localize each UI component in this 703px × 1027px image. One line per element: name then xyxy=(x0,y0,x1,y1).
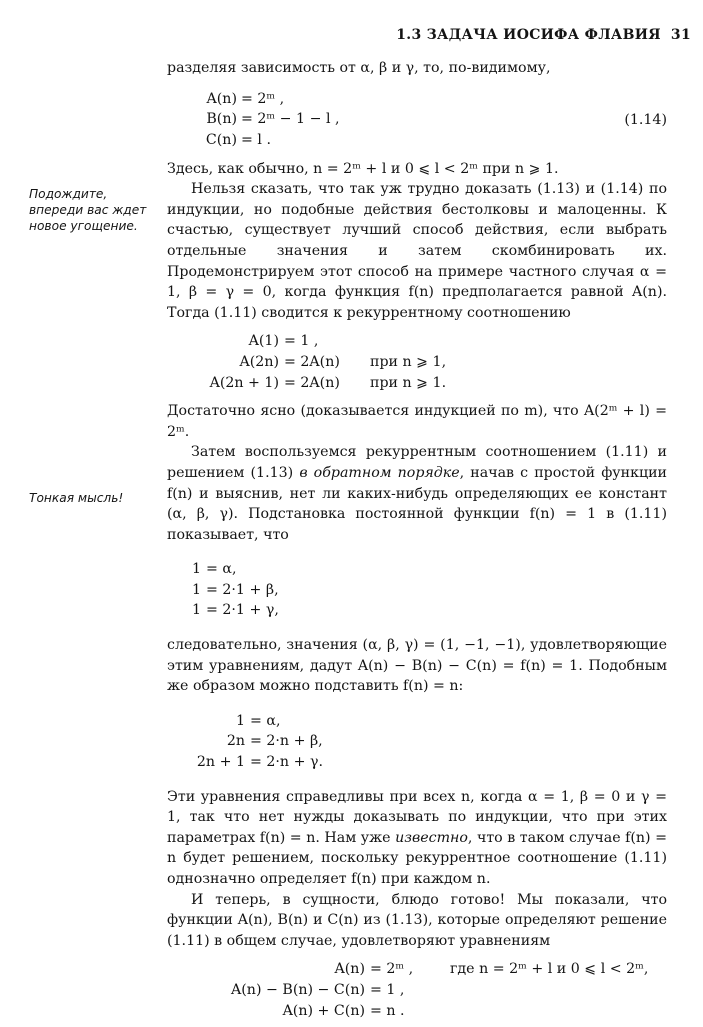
equation-row: 1 = 2·1 + β, xyxy=(191,581,279,598)
paragraph-intro: разделяя зависимость от α, β и γ, то, по-видимому, xyxy=(167,60,551,76)
equation-constants-n xyxy=(185,711,667,773)
equation-row: A(n) − B(n) − C(n) = 1 , xyxy=(231,981,405,998)
equation-row: 1 = α, xyxy=(235,712,281,729)
paragraph-induction: Достаточно ясно (доказывается индукцией по m), что A(2ᵐ + l) = 2ᵐ. xyxy=(167,403,667,440)
equation-recurrence-A xyxy=(187,331,667,393)
equation-constants-1 xyxy=(187,559,667,621)
running-header xyxy=(396,27,691,43)
equation-row: A(2n) = 2A(n) при n ⩾ 1, xyxy=(239,353,447,370)
equation-final-system xyxy=(187,959,667,1021)
equation-row: C(n) = l . xyxy=(205,131,271,148)
main-text xyxy=(167,58,667,1027)
equation-row: 2n = 2·n + β, xyxy=(226,733,323,750)
page-number: 31 xyxy=(670,27,691,43)
margin-note-1: Подождите, впереди вас ждет новое угощение. xyxy=(29,187,147,233)
paragraph-reverse-order: Затем воспользуемся рекуррентным соотношением (1.11) и решением (1.13) в обратном порядке, начав с простой функции f(n) и выяснив, нет ли каких-нибудь определяющих ее констант (α, β, γ). Подстановка постоянной функции f(n) = 1 в (1.11) показывает, что xyxy=(167,444,668,543)
margin-note-2: Тонкая мысль! xyxy=(29,491,124,505)
paragraph-conclusion: И теперь, в сущности, блюдо готово! Мы показали, что функции A(n), B(n) и C(n) из (1.13), которые определяют решение (1.11) в общем случае, удовлетворяют уравнениям xyxy=(167,891,667,949)
equation-row: A(1) = 1 , xyxy=(248,333,319,350)
equation-row: 1 = 2·1 + γ, xyxy=(191,602,279,619)
equation-row: A(n) = 2ᵐ , где n = 2ᵐ + l и 0 ⩽ l < 2ᵐ, xyxy=(334,961,649,978)
equation-row: B(n) = 2ᵐ − 1 − l , xyxy=(206,111,340,128)
paragraph-values: следовательно, значения (α, β, γ) = (1, −1, −1), удовлетворяющие этим уравнениям, дадут A(n) − B(n) − C(n) = f(n) = 1. Подобным же образом можно подставить f(n) = n: xyxy=(167,637,667,695)
paragraph-definitions: Здесь, как обычно, n = 2ᵐ + l и 0 ⩽ l < 2ᵐ при n ⩾ 1. xyxy=(167,160,559,177)
equation-number: (1.14) xyxy=(624,111,667,128)
chapter-section-title: 1.3 ЗАДАЧА ИОСИФА ФЛАВИЯ xyxy=(396,27,661,43)
paragraph-known: Эти уравнения справедливы при всех n, когда α = 1, β = 0 и γ = 1, так что нет нужды доказывать по индукции, что при этих параметрах f(n) = n. Нам уже известно, что в таком случае f(n) = n будет решением, поскольку рекуррентное соотношение (1.11) однозначно определяет f(n) при каждом n. xyxy=(167,788,667,887)
equation-row: A(2n + 1) = 2A(n) при n ⩾ 1. xyxy=(209,374,447,391)
equation-row: 2n + 1 = 2·n + γ. xyxy=(196,754,323,771)
equation-row: A(n) = 2ᵐ , xyxy=(206,90,285,107)
paragraph-method: Нельзя сказать, что так уж трудно доказать (1.13) и (1.14) по индукции, но подобные действия бестолковы и малоценны. К счастью, существует лучший способ действия, если выбрать отдельные значения и затем скомбинировать их. Продемонстрируем этот способ на примере частного случая α = 1, β = γ = 0, когда функция f(n) предполагается равной A(n). Тогда (1.11) сводится к рекуррентному соотношению xyxy=(167,181,667,321)
equation-1-14 xyxy=(193,89,667,151)
equation-row: 1 = α, xyxy=(191,561,237,578)
equation-row: A(n) + C(n) = n . xyxy=(282,1002,405,1019)
emphasis-text: известно xyxy=(395,829,468,846)
emphasis-text: в обратном порядке xyxy=(299,464,460,481)
